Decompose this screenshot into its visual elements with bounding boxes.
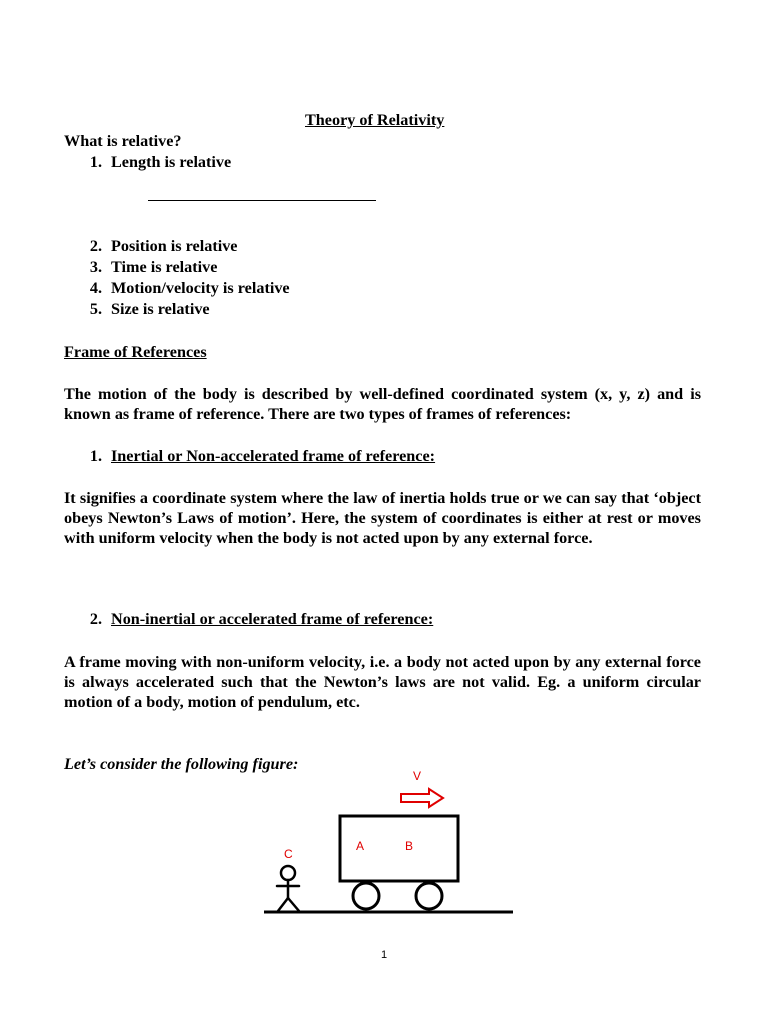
list-text: Position is relative: [111, 237, 238, 255]
cart-wheel: [353, 883, 379, 909]
frames-intro: The motion of the body is described by well-defined coordinated system (x, y, z) and is known as frame of reference. There are two types of frames of references:: [64, 385, 701, 423]
list-number: 2.: [89, 610, 102, 628]
cart-wheel: [416, 883, 442, 909]
page-title: Theory of Relativity: [305, 111, 445, 129]
list-number: 4.: [89, 279, 102, 297]
list-text: Time is relative: [111, 258, 218, 276]
list-number: 1.: [89, 447, 102, 465]
inertial-heading: Inertial or Non-accelerated frame of reference:: [111, 447, 436, 465]
label-c: C: [284, 847, 293, 861]
list-number: 1.: [89, 153, 102, 171]
length-line: [148, 200, 376, 201]
inertial-description: It signifies a coordinate system where the law of inertia holds true or we can say that ‘object obeys Newton’s Laws of motion’. Here, the system of coordinates is either at rest or moves with uniform velocity when the body is not acted upon by any external force.: [64, 489, 701, 547]
label-a: A: [356, 839, 365, 853]
non-inertial-description: A frame moving with non-uniform velocity, i.e. a body not acted upon by any external force is always accelerated such that the Newton’s laws are not valid. Eg. a uniform circular motion of a body, motion of pendulum, etc.: [64, 653, 701, 711]
frame-figure: [255, 760, 525, 920]
list-number: 2.: [89, 237, 102, 255]
frames-heading: Frame of References: [64, 343, 207, 361]
velocity-label: V: [413, 769, 422, 783]
list-number: 3.: [89, 258, 102, 276]
non-inertial-heading: Non-inertial or accelerated frame of reference:: [111, 610, 434, 628]
list-text: Motion/velocity is relative: [111, 279, 290, 297]
label-b: B: [405, 839, 414, 853]
list-number: 5.: [89, 300, 102, 318]
list-text: Length is relative: [111, 153, 232, 171]
question-heading: What is relative?: [64, 132, 182, 150]
list-text: Size is relative: [111, 300, 210, 318]
figure-caption: Let’s consider the following figure:: [64, 755, 299, 773]
observer-figure: [277, 866, 299, 911]
page-number: 1: [380, 949, 388, 961]
velocity-arrow-icon: [401, 789, 443, 807]
